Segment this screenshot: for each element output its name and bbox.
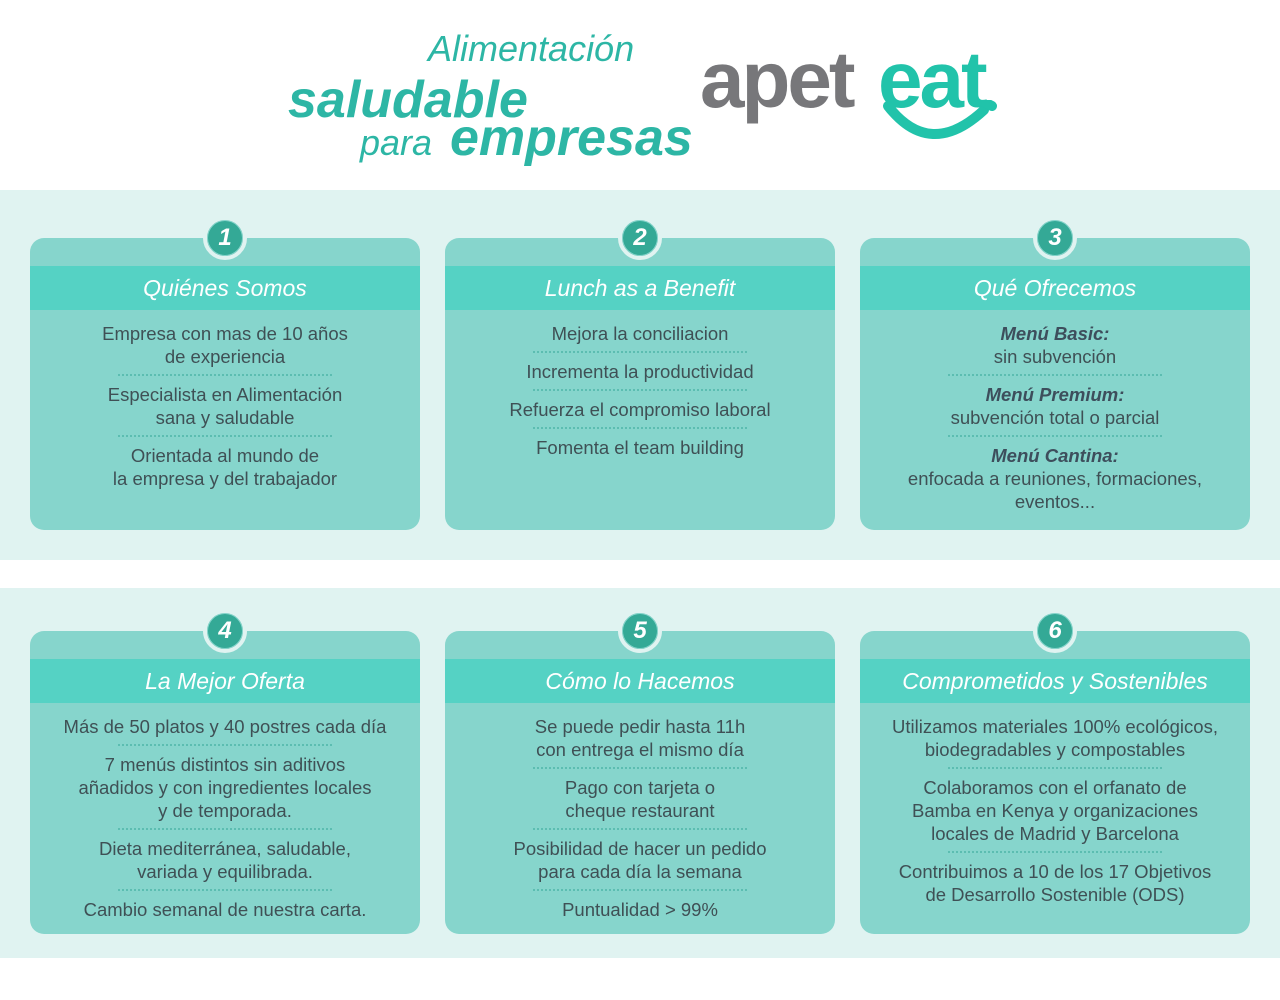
item-text: Refuerza el compromiso laboral <box>509 399 771 420</box>
card-header <box>445 659 835 703</box>
list-item <box>562 896 718 925</box>
dotted-divider <box>948 767 1162 769</box>
list-item <box>113 442 337 494</box>
card-lunch-as-a-benefit <box>445 224 835 530</box>
step-number: 2 <box>633 224 647 251</box>
step-number: 1 <box>218 224 232 251</box>
item-heading: Menú Basic: <box>1000 323 1110 344</box>
list-item <box>64 713 387 742</box>
item-text: Más de 50 platos y 40 postres cada día <box>63 716 387 737</box>
card-la-mejor-oferta <box>30 617 420 934</box>
item-text: Dieta mediterránea, saludable, variada y equilibrada. <box>99 838 351 882</box>
dotted-divider <box>533 427 747 429</box>
logo-smile-icon <box>880 100 1000 150</box>
card-que-ofrecemos <box>860 224 1250 530</box>
dotted-divider <box>533 767 747 769</box>
step-number-badge <box>618 216 662 260</box>
item-text: Cambio semanal de nuestra carta. <box>83 899 367 920</box>
card-header <box>860 659 1250 703</box>
item-text: Colaboramos con el orfanato de Bamba en Kenya y organizaciones locales de Madrid y Barcelona <box>912 777 1198 844</box>
tagline-line-3-large: empresas <box>450 109 693 167</box>
card-title: Comprometidos y Sostenibles <box>902 667 1208 694</box>
dotted-divider <box>948 851 1162 853</box>
card-body <box>860 713 1250 910</box>
card-body <box>30 713 420 925</box>
card-body <box>30 320 420 494</box>
step-number-badge <box>203 609 247 653</box>
dotted-divider <box>948 374 1162 376</box>
card-header <box>30 266 420 310</box>
card-body <box>445 320 835 463</box>
step-number-badge <box>1033 609 1077 653</box>
list-item <box>899 858 1212 910</box>
step-number: 4 <box>218 617 232 644</box>
item-text: Posibilidad de hacer un pedido para cada día la semana <box>513 838 767 882</box>
list-item <box>892 713 1218 765</box>
item-text: Contribuimos a 10 de los 17 Objetivos de Desarrollo Sostenible (ODS) <box>898 861 1212 905</box>
dotted-divider <box>948 435 1162 437</box>
item-text: Puntualidad > 99% <box>562 899 718 920</box>
dotted-divider <box>118 744 332 746</box>
item-text: Se puede pedir hasta 11h con entrega el mismo día <box>534 716 746 760</box>
dotted-divider <box>533 351 747 353</box>
logo-text-eat: eat <box>878 35 985 124</box>
step-number: 3 <box>1048 224 1062 251</box>
item-text: sin subvención <box>993 346 1117 367</box>
card-header <box>445 266 835 310</box>
item-text: enfocada a reuniones, formaciones, eventos... <box>907 468 1203 512</box>
step-number-badge <box>203 216 247 260</box>
dotted-divider <box>118 828 332 830</box>
list-item <box>535 713 746 765</box>
list-item <box>99 835 351 887</box>
item-heading: Menú Cantina: <box>991 445 1119 466</box>
tagline-line-3-small: para <box>360 122 433 163</box>
list-item <box>994 320 1116 372</box>
dotted-divider <box>118 435 332 437</box>
item-text: 7 menús distintos sin aditivos añadidos y con ingredientes locales y de temporada. <box>78 754 372 821</box>
list-item <box>951 381 1160 433</box>
dotted-divider <box>533 828 747 830</box>
item-text: Mejora la conciliacion <box>551 323 729 344</box>
card-header <box>30 659 420 703</box>
tagline-line-2: saludable <box>288 71 528 129</box>
tagline-line-1: Alimentación <box>428 28 635 69</box>
list-item <box>536 434 744 463</box>
card-title: Quiénes Somos <box>143 274 307 301</box>
list-item <box>84 896 367 925</box>
item-text: Fomenta el team building <box>536 437 744 458</box>
card-title: Qué Ofrecemos <box>973 274 1137 301</box>
card-header <box>860 266 1250 310</box>
card-comprometidos-y-sostenibles <box>860 617 1250 934</box>
card-quienes-somos <box>30 224 420 530</box>
item-text: Pago con tarjeta o cheque restaurant <box>564 777 716 821</box>
list-item <box>513 835 766 887</box>
step-number-badge <box>1033 216 1077 260</box>
list-item <box>912 774 1198 849</box>
card-body <box>860 320 1250 517</box>
item-text: Empresa con mas de 10 años de experiencia <box>102 323 348 367</box>
item-text: subvención total o parcial <box>950 407 1160 428</box>
header <box>0 0 1280 190</box>
dotted-divider <box>533 889 747 891</box>
dotted-divider <box>533 389 747 391</box>
list-item <box>78 751 371 826</box>
card-title: La Mejor Oferta <box>145 667 305 694</box>
list-item <box>565 774 715 826</box>
item-text: Orientada al mundo de la empresa y del trabajador <box>112 445 338 489</box>
card-title: Cómo lo Hacemos <box>545 667 735 694</box>
card-como-lo-hacemos <box>445 617 835 934</box>
dotted-divider <box>118 889 332 891</box>
step-number: 6 <box>1048 617 1062 644</box>
list-item <box>102 320 348 372</box>
card-title: Lunch as a Benefit <box>544 274 736 301</box>
list-item <box>509 396 770 425</box>
list-item <box>108 381 342 433</box>
dotted-divider <box>118 374 332 376</box>
item-text: Especialista en Alimentación sana y saludable <box>107 384 343 428</box>
item-heading: Menú Premium: <box>985 384 1125 405</box>
list-item <box>908 442 1202 517</box>
step-number: 5 <box>633 617 647 644</box>
card-body <box>445 713 835 925</box>
apeteat-logo <box>700 35 1000 150</box>
step-number-badge <box>618 609 662 653</box>
list-item <box>526 358 753 387</box>
item-text: Utilizamos materiales 100% ecológicos, biodegradables y compostables <box>892 716 1218 760</box>
item-text: Incrementa la productividad <box>526 361 754 382</box>
list-item <box>552 320 729 349</box>
logo-text-apet: apet <box>700 35 853 124</box>
